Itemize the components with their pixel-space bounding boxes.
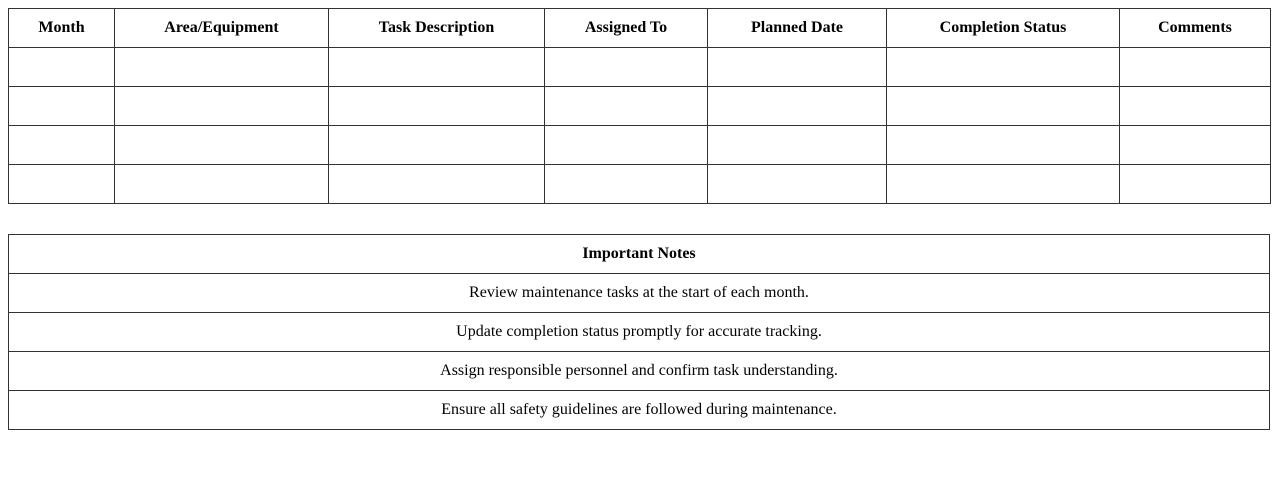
table-cell[interactable] [115, 126, 329, 165]
table-cell[interactable] [887, 165, 1120, 204]
column-header-area-equipment: Area/Equipment [115, 9, 329, 48]
table-cell[interactable] [887, 48, 1120, 87]
notes-title: Important Notes [9, 235, 1270, 274]
note-item: Update completion status promptly for accurate tracking. [9, 313, 1270, 352]
table-cell[interactable] [1120, 87, 1271, 126]
table-cell[interactable] [115, 87, 329, 126]
table-cell[interactable] [887, 126, 1120, 165]
notes-header-row [9, 235, 1270, 274]
table-cell[interactable] [545, 126, 708, 165]
table-cell[interactable] [329, 48, 545, 87]
table-cell[interactable] [545, 87, 708, 126]
table-cell[interactable] [329, 126, 545, 165]
column-header-month: Month [9, 9, 115, 48]
note-item: Ensure all safety guidelines are followed during maintenance. [9, 391, 1270, 430]
column-header-assigned-to: Assigned To [545, 9, 708, 48]
note-row [9, 313, 1270, 352]
table-row [9, 126, 1271, 165]
note-row [9, 274, 1270, 313]
table-cell[interactable] [708, 87, 887, 126]
note-row [9, 352, 1270, 391]
table-row [9, 87, 1271, 126]
table-cell[interactable] [9, 87, 115, 126]
table-cell[interactable] [329, 165, 545, 204]
table-cell[interactable] [1120, 165, 1271, 204]
table-cell[interactable] [9, 165, 115, 204]
column-header-comments: Comments [1120, 9, 1271, 48]
important-notes-table [8, 234, 1270, 430]
note-row [9, 391, 1270, 430]
table-cell[interactable] [545, 48, 708, 87]
column-header-planned-date: Planned Date [708, 9, 887, 48]
column-header-completion-status: Completion Status [887, 9, 1120, 48]
table-cell[interactable] [708, 165, 887, 204]
table-header-row [9, 9, 1271, 48]
table-cell[interactable] [9, 126, 115, 165]
table-cell[interactable] [1120, 48, 1271, 87]
table-row [9, 48, 1271, 87]
table-cell[interactable] [115, 165, 329, 204]
table-cell[interactable] [887, 87, 1120, 126]
maintenance-schedule-table [8, 8, 1271, 204]
table-cell[interactable] [115, 48, 329, 87]
note-item: Assign responsible personnel and confirm task understanding. [9, 352, 1270, 391]
table-cell[interactable] [1120, 126, 1271, 165]
note-item: Review maintenance tasks at the start of each month. [9, 274, 1270, 313]
column-header-task-description: Task Description [329, 9, 545, 48]
table-cell[interactable] [545, 165, 708, 204]
table-row [9, 165, 1271, 204]
table-cell[interactable] [9, 48, 115, 87]
table-cell[interactable] [708, 126, 887, 165]
table-cell[interactable] [329, 87, 545, 126]
table-cell[interactable] [708, 48, 887, 87]
